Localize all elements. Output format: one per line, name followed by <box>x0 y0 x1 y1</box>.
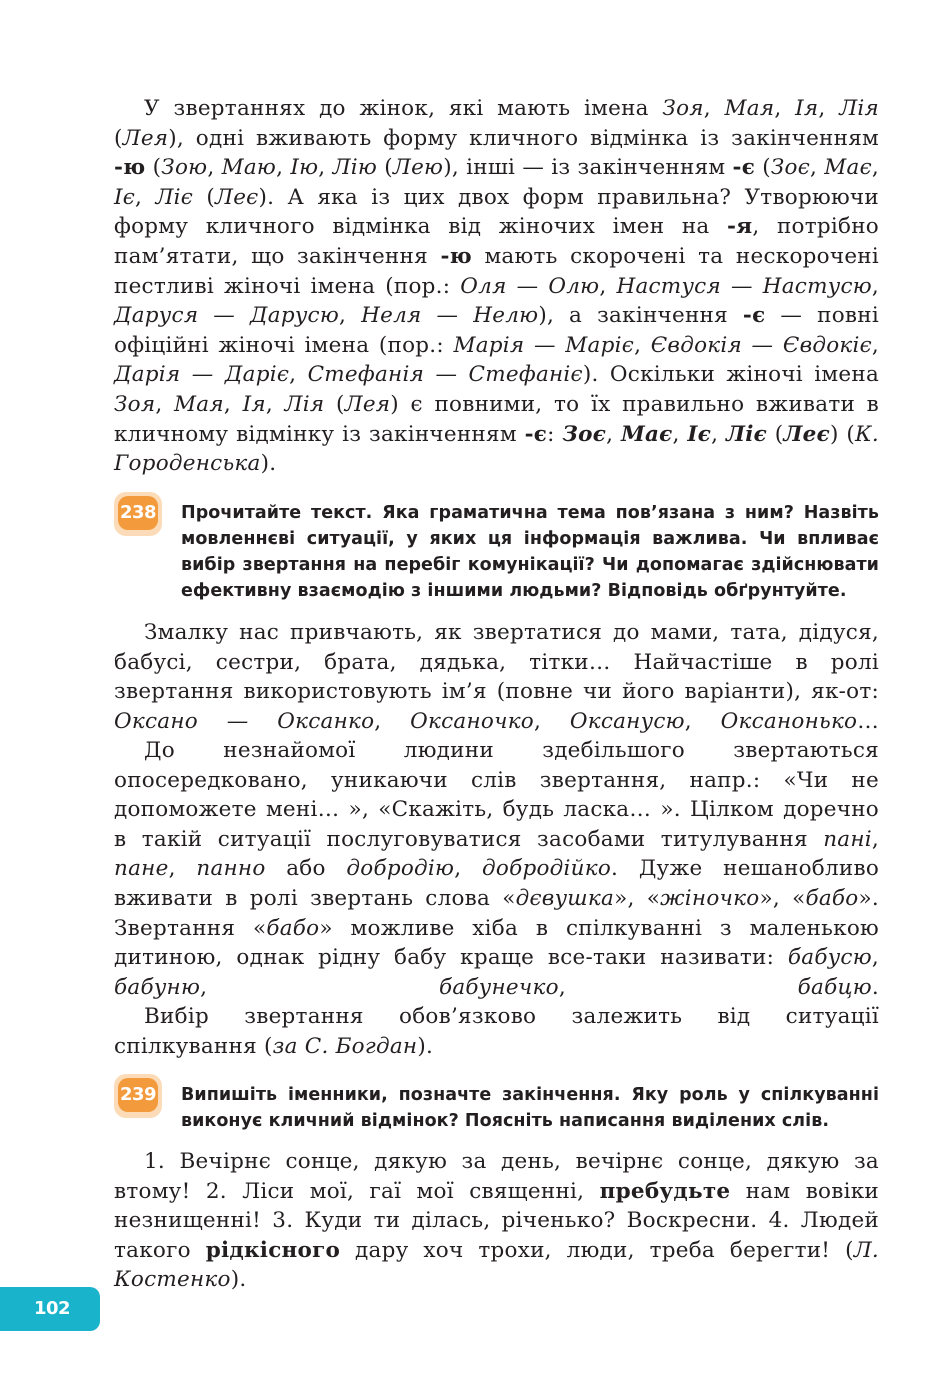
page-number-tab <box>0 1287 100 1331</box>
paragraph: До незнайомої людини здебільшого звертаються опосередковано, уникаючи слів звертання, напр.: «Чи не допоможете мені… », «Скажіть, будь ласка… ». Цілком доречно в такій ситуації послуговуватися засобами титулування пані, пане, панно або добродію, добродійко. Дуже нешанобливо вживати в ролі звертань слова «дєвушка», «жіночко», «бабо». Звертання «бабо» можливе хіба в спілкуванні з маленькою дитиною, однак рідну бабу краще все-таки називати: бабусю, бабуню, бабунечко, бабцю. <box>114 738 880 1000</box>
task-text: Випишіть іменники, позначте закінчення. Яку роль у спілкуванні виконує кличний відмінок? Поясніть написання виділених слів. <box>181 1085 879 1131</box>
task-number: 238 <box>118 496 158 530</box>
page-number: 102 <box>34 1298 71 1319</box>
paragraph: Змалку нас привчають, як звертатися до мами, тата, дідуся, бабусі, сестри, брата, дядька, тітки… Найчастіше в ролі звертання використовують ім’я (повне чи його варіанти), як-от: Оксано — Оксанко, Оксаночко, Оксанусю, Оксанонько… <box>114 620 880 734</box>
task-number: 239 <box>118 1078 158 1112</box>
paragraph: У звертаннях до жінок, які мають імена Зоя, Мая, Ія, Лія (Лея), одні вживають форму кличного відмінка із закінченням -ю (Зою, Маю, Ію, Лію (Лею), інші — із закінченням -є (Зоє, Має, Іє, Ліє (Леє). А яка із цих двох форм правильна? Утворюючи форму кличного відмінка від жіночих імен на -я, потрібно пам’ятати, що закінчення -ю мають скорочені та нескорочені пестливі жіночі імена (пор.: Оля — Олю, Настуся — Настусю, Даруся — Дарусю, Неля — Нелю), а закінчення -є — повні офіційні жіночі імена (пор.: Марія — Маріє, Євдокія — Євдокіє, Дарія — Даріє, Стефанія — Стефаніє). Оскільки жіночі імена Зоя, Мая, Ія, Лія (Лея) є повними, то їх правильно вживати в кличному відмінку із закінченням -є: Зоє, Має, Іє, Ліє (Леє) (К. Городенська). <box>114 96 880 477</box>
paragraph: 1. Вечірнє сонце, дякую за день, вечірнє сонце, дякую за втому! 2. Ліси мої, гаї мої священні, пребудьте нам вовіки незнищенні! 3. Куди ти ділась, річенько? Воскресни. 4. Людей такого рідкісного дару хоч трохи, люди, треба берегти! (Л. Костенко). <box>114 1149 880 1293</box>
paragraph: Вибір звертання обов’язково залежить від ситуації спілкування (за С. Богдан). <box>114 1004 879 1059</box>
task-badge <box>114 492 162 536</box>
task-text: Прочитайте текст. Яка граматична тема пов’язана з ним? Назвіть мовленнєві ситуації, у яких ця інформація важлива. Чи впливає вибір звертання на перебіг комунікації? Чи допомагає здійснювати ефективну взаємодію з іншими людьми? Відповідь обґрунтуйте. <box>181 503 879 601</box>
task-badge <box>114 1074 162 1118</box>
